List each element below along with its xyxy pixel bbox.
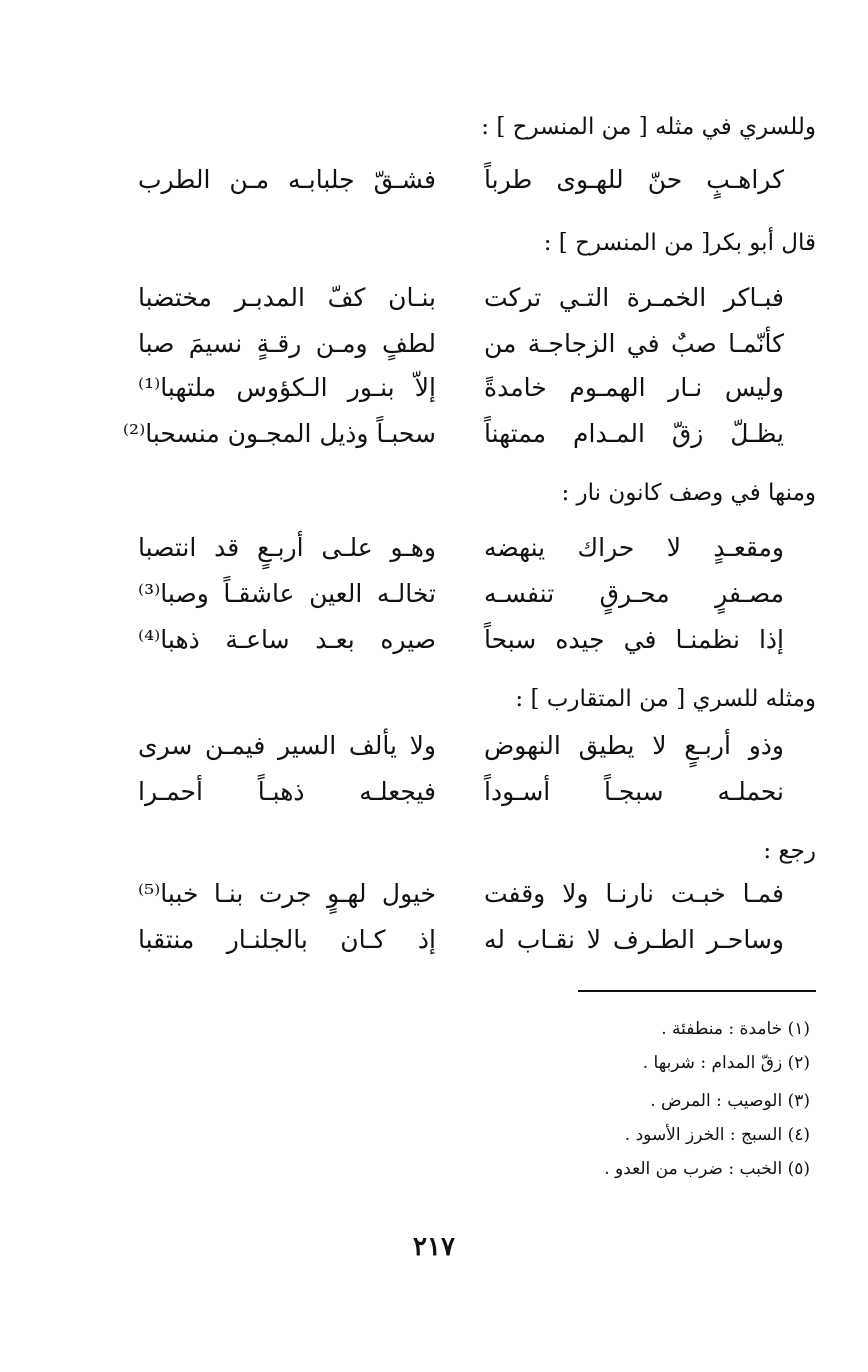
verse-line	[0, 918, 868, 962]
second-hemistich: صيره بعـد ساعـة ذهبا⁽⁴⁾	[138, 625, 436, 654]
footnote-separator	[578, 990, 816, 992]
section-heading: رجع :	[763, 838, 816, 864]
section-heading: ومنها في وصف كانون نار :	[561, 480, 816, 506]
second-hemistich: إلاّ بنـور الـكؤوس ملتهبا⁽¹⁾	[138, 373, 436, 402]
verse-line	[0, 412, 868, 456]
verse-line	[0, 872, 868, 916]
first-hemistich: ومقعـدٍ لا حراك ينهضه	[484, 533, 784, 562]
second-hemistich: ولا يألف السير فيمـن سرى	[138, 731, 436, 760]
section-heading: وللسري في مثله [ من المنسرح ] :	[481, 114, 816, 140]
verse-line	[0, 770, 868, 814]
second-hemistich: لطفٍ ومـن رقـةٍ نسيمَ صبا	[138, 329, 436, 358]
section-heading: ومثله للسري [ من المتقارب ] :	[515, 686, 816, 712]
second-hemistich: خيول لهـوٍ جرت بنـا خببا⁽⁵⁾	[138, 879, 436, 908]
footnote: (٤) السبج : الخرز الأسود .	[624, 1125, 810, 1145]
first-hemistich: نحملـه سبجـاً أسـوداً	[484, 777, 784, 806]
verse-line	[0, 366, 868, 410]
verse-line	[0, 526, 868, 570]
first-hemistich: وساحـر الطـرف لا نقـاب له	[484, 925, 784, 954]
second-hemistich: وهـو علـى أربـعٍ قد انتصبا	[138, 533, 436, 562]
first-hemistich: كراهـبٍ حنّ للهـوى طرباً	[484, 165, 784, 194]
verse-line	[0, 618, 868, 662]
first-hemistich: كأنّمـا صبٌ في الزجاجـة من	[484, 329, 784, 358]
second-hemistich: فيجعلـه ذهبـاً أحمـرا	[138, 777, 436, 806]
footnote: (٢) زقّ المدام : شربها .	[642, 1053, 810, 1073]
second-hemistich: سحبـاً وذيل المجـون منسحبا⁽²⁾	[122, 419, 436, 448]
second-hemistich: فشـقّ جلبابـه مـن الطرب	[138, 165, 436, 194]
first-hemistich: فبـاكر الخمـرة التـي تركت	[484, 283, 784, 312]
first-hemistich: فمـا خبـت نارنـا ولا وقفت	[484, 879, 784, 908]
verse-line	[0, 572, 868, 616]
second-hemistich: بنـان كفّ المدبـر مختضبا	[138, 283, 436, 312]
footnote: (٥) الخبب : ضرب من العدو .	[604, 1159, 810, 1179]
first-hemistich: وذو أربـعٍ لا يطيق النهوض	[484, 731, 784, 760]
verse-line	[0, 724, 868, 768]
footnote: (١) خامدة : منطفئة .	[661, 1019, 810, 1039]
verse-line	[0, 276, 868, 320]
first-hemistich: مصـفرٍ محـرقٍ تنفسـه	[484, 579, 784, 608]
footnote: (٣) الوصيب : المرض .	[650, 1091, 810, 1111]
second-hemistich: إذ كـان بالجلنـار منتقبا	[138, 925, 436, 954]
second-hemistich: تخالـه العين عاشقـاً وصبا⁽³⁾	[138, 579, 436, 608]
first-hemistich: وليس نـار الهمـوم خامدةً	[484, 373, 784, 402]
verse-line	[0, 158, 868, 202]
verse-line	[0, 322, 868, 366]
section-heading: قال أبو بكر[ من المنسرح ] :	[543, 230, 816, 256]
first-hemistich: يظـلّ زقّ المـدام ممتهناً	[484, 419, 784, 448]
first-hemistich: إذا نظمنـا في جيده سبحاً	[484, 625, 784, 654]
page-number: ٢١٧	[413, 1232, 455, 1262]
